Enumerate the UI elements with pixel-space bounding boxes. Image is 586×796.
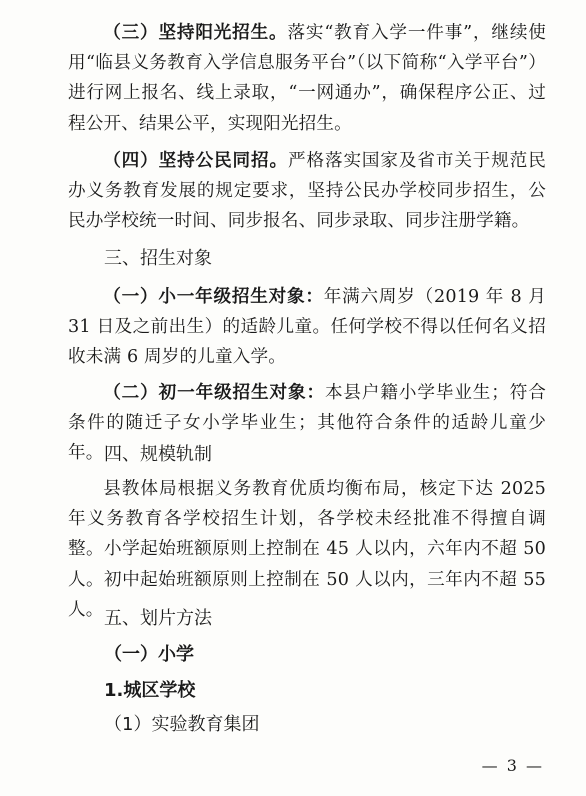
paragraph-title: （二）初一年级招生对象： bbox=[103, 383, 325, 403]
paragraph-primary-targets bbox=[68, 282, 546, 373]
paragraph-scale-body bbox=[68, 474, 546, 625]
section-heading-scale: 四、规模轨制 bbox=[104, 444, 212, 465]
subheading-urban-schools: 1.城区学校 bbox=[104, 680, 196, 701]
paragraph-sunshine-enrollment bbox=[68, 18, 546, 139]
subheading-primary: （一）小学 bbox=[104, 644, 194, 665]
section-heading-enrollment-targets: 三、招生对象 bbox=[104, 248, 212, 269]
paragraph-body: 年满六周岁（2019 年 8 月 31 日及之前出生）的适龄儿童。任何学校不得以任何名义招收未满 6 周岁的儿童入学。 bbox=[68, 287, 546, 368]
list-item-experimental-group: （1）实验教育集团 bbox=[104, 714, 260, 735]
paragraph-title: （一）小一年级招生对象： bbox=[103, 287, 324, 307]
paragraph-body: 县教体局根据义务教育优质均衡布局，核定下达 2025 年义务教育各学校招生计划，各学校未经批准不得擅自调整。小学起始班额原则上控制在 45 人以内，六年内不超 50 人。初中起始班额原则上控制在 50 人以内，三年内不超 55 人。 bbox=[68, 479, 546, 620]
paragraph-title: （三）坚持阳光招生。 bbox=[103, 23, 288, 43]
paragraph-body: 本县户籍小学毕业生；符合条件的随迁子女小学毕业生；其他符合条件的适龄儿童少年。 bbox=[68, 383, 546, 464]
section-heading-districting: 五、划片方法 bbox=[104, 608, 212, 629]
paragraph-body: 落实“教育入学一件事”，继续使用“临县义务教育入学信息服务平台”（以下简称“入学平台”）进行网上报名、线上录取，“一网通办”，确保程序公正、过程公开、结果公平，实现阳光招生。 bbox=[68, 23, 546, 134]
page-number: — 3 — bbox=[481, 756, 544, 775]
paragraph-public-private-enrollment bbox=[68, 146, 546, 237]
paragraph-title: （四）坚持公民同招。 bbox=[103, 151, 288, 171]
paragraph-body: 严格落实国家及省市关于规范民办义务教育发展的规定要求，坚持公民办学校同步招生，公民办学校统一时间、同步报名、同步录取、同步注册学籍。 bbox=[68, 151, 546, 232]
